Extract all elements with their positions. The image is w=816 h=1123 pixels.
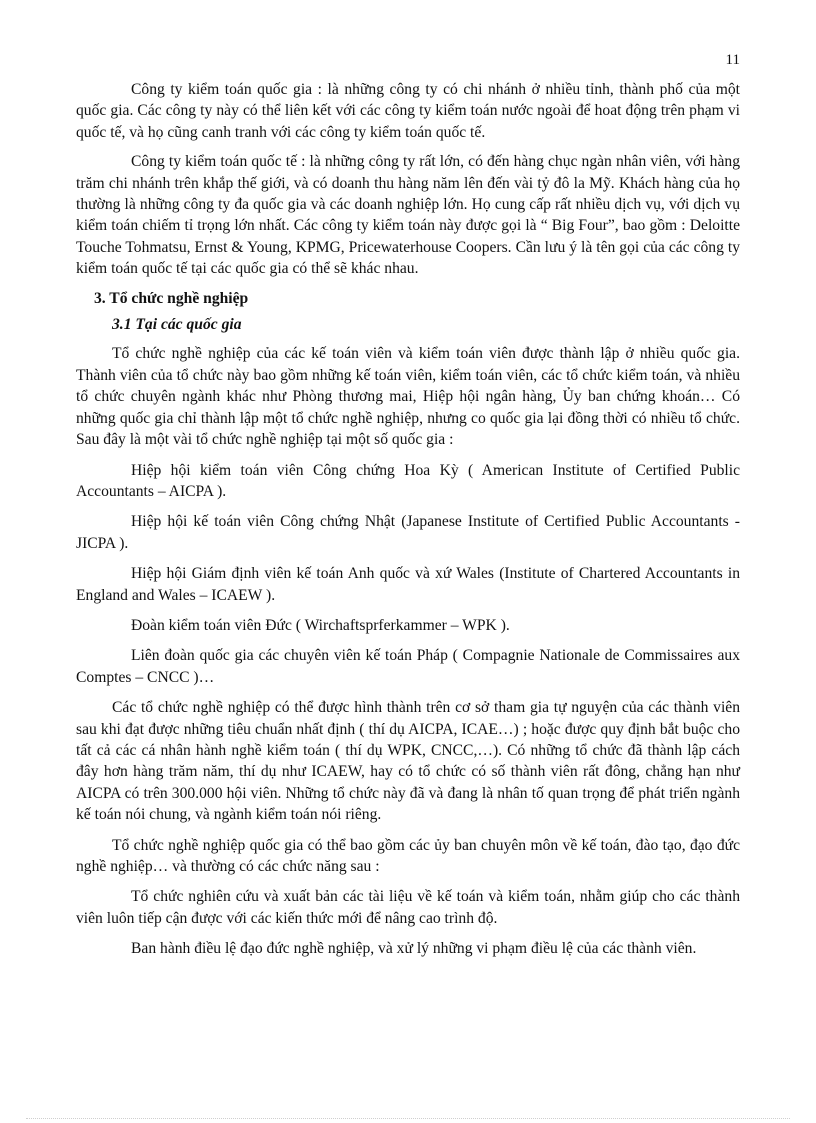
paragraph-professional-orgs-intro: Tổ chức nghề nghiệp của các kế toán viên và kiểm toán viên được thành lập ở nhiều quốc gia. Thành viên của tổ chức này bao gồm những kế toán viên, kiểm toán viên, các tổ chức kiểm toán, và nhiều tổ chức chuyên ngành khác như Phòng thương mai, Hiệp hội ngân hàng, Ủy ban chứng khoán… Có những quốc gia chỉ thành lập một tổ chức nghề nghiệp, nhưng co quốc gia lại đồng thời có nhiều tổ chức. Sau đây là một vài tổ chức nghề nghiệp tại một số quốc gia : — [76, 345, 740, 449]
paragraph-wpk: Đoàn kiểm toán viên Đức ( Wirchaftsprferkammer – WPK ). — [131, 616, 510, 634]
paragraph-cncc: Liên đoàn quốc gia các chuyên viên kế toán Pháp ( Compagnie Nationale de Commissaires aux Comptes – CNCC )… — [76, 647, 740, 686]
paragraph-research-publishing: Tổ chức nghiên cứu và xuất bản các tài liệu về kế toán và kiểm toán, nhằm giúp cho các thành viên luôn tiếp cận được với các kiến thức mới để nâng cao trình độ. — [76, 888, 740, 927]
paragraph-org-functions: Tổ chức nghề nghiệp quốc gia có thể bao gồm các ủy ban chuyên môn về kế toán, đào tạo, đạo đức nghề nghiệp… và thường có các chức năng sau : — [76, 836, 740, 875]
section-heading: 3. Tổ chức nghề nghiệp — [94, 289, 249, 307]
paragraph-org-formation: Các tổ chức nghề nghiệp có thể được hình thành trên cơ sở tham gia tự nguyện của các thành viên sau khi đạt được những tiêu chuẩn nhất định ( thí dụ AICPA, ICAE…) ; hoặc được quy định bắt buộc cho tất cả các cá nhân hành nghề kiểm toán ( thí dụ WPK, CNCC,…). Có những tổ chức đã thành lập cách đây hơn hàng trăm năm, thí dụ như ICAEW, hay có tổ chức có số thành viên rất đông, chẳng hạn như AICPA có trên 300.000 hội viên. Những tổ chức này đã và đang là nhân tố quan trọng để phát triển ngành kế toán nói chung, và ngành kiểm toán nói riêng. — [76, 699, 740, 824]
page-bottom-divider — [26, 1118, 790, 1119]
paragraph-icaew: Hiệp hội Giám định viên kế toán Anh quốc và xứ Wales (Institute of Chartered Accountants in England and Wales – ICAEW ). — [76, 565, 740, 604]
paragraph-international-audit-firms: Công ty kiểm toán quốc tế : là những công ty rất lớn, có đến hàng chục ngàn nhân viên, với hàng trăm chi nhánh trên khắp thế giới, và có doanh thu hàng năm lên đến vài tỷ đô la Mỹ. Khách hàng của họ thường là những công ty đa quốc gia và các doanh nghiệp lớn. Họ cung cấp rất nhiều dịch vụ, với dịch vụ kiểm toán chiếm tỉ trọng lớn nhất. Các công ty kiểm toán này được gọi là “ Big Four”, bao gồm : Deloitte Touche Tohmatsu, Ernst & Young, KPMG, Pricewaterhouse Coopers. Cần lưu ý là tên gọi của các công ty kiểm toán quốc tế tại các quốc gia có thể sẽ khác nhau. — [76, 153, 740, 278]
document-body — [76, 79, 740, 960]
paragraph-jicpa: Hiệp hội kế toán viên Công chứng Nhật (Japanese Institute of Certified Public Accountants - JICPA ). — [76, 513, 740, 552]
paragraph-ethics-code: Ban hành điều lệ đạo đức nghề nghiệp, và xử lý những vi phạm điều lệ của các thành viên. — [131, 940, 697, 958]
paragraph-aicpa: Hiệp hội kiểm toán viên Công chứng Hoa Kỳ ( American Institute of Certified Public Accountants – AICPA ). — [76, 461, 740, 500]
subsection-heading: 3.1 Tại các quốc gia — [112, 316, 242, 334]
paragraph-national-audit-firms: Công ty kiểm toán quốc gia : là những công ty có chi nhánh ở nhiều tỉnh, thành phố của một quốc gia. Các công ty này có thể liên kết với các công ty kiểm toán nước ngoài để hoat động trên phạm vi quốc tế, và họ cũng canh tranh với các công ty kiểm toán quốc tế. — [76, 81, 740, 141]
page-number: 11 — [725, 52, 740, 68]
